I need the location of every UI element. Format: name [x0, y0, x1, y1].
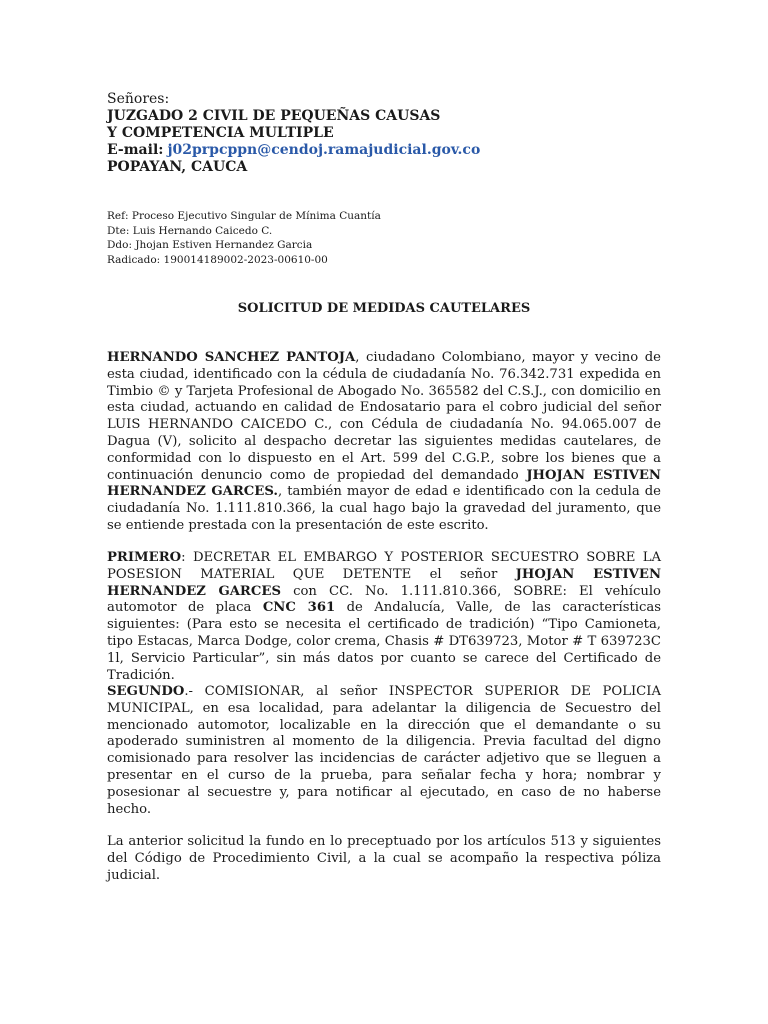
segundo-label: SEGUNDO — [107, 684, 185, 699]
primero-text-1: : DECRETAR EL EMBARGO Y POSTERIOR SECUESTRO SOBRE LA POSESION MATERIAL QUE DETENTE el señor — [107, 550, 661, 582]
court-name-line-2: Y COMPETENCIA MULTIPLE — [107, 125, 334, 141]
ref-line: Ref: Proceso Ejecutivo Singular de Mínima Cuantía — [107, 210, 381, 222]
intro-text-1: , ciudadano Colombiano, mayor y vecino de esta ciudad, identificado con la cédula de ciudadanía No. 76.342.731 expedida en Timbio © y Tarjeta Profesional de Abogado No. 365582 del C.S.J., con domicilio en esta ciudad, actuando en calidad de Endosatario para el cobro judicial del señor LUIS HERNANDO CAICEDO C., con Cédula de ciudadanía No. 94.065.007 de Dagua (V), solicito al despacho decretar las siguientes medidas cautelares, de conformidad con lo dispuesto en el Art. 599 del C.G.P., sobre los bienes que a continuación denuncio como de propiedad del demandado — [107, 350, 661, 483]
email-link[interactable]: j02prpcppn@cendoj.ramajudicial.gov.co — [167, 142, 481, 158]
primero-defendant: JHOJAN ESTIVEN HERNANDEZ GARCES — [107, 566, 661, 599]
defendant-line: Ddo: Jhojan Estiven Hernandez Garcia — [107, 239, 313, 251]
defendant-name: JHOJAN ESTIVEN HERNANDEZ GARCES. — [107, 467, 661, 500]
city-line: POPAYAN, CAUCA — [107, 159, 248, 175]
vehicle-plate: CNC 361 — [262, 600, 336, 616]
paragraph-segundo — [107, 684, 661, 818]
segundo-text: .- COMISIONAR, al señor INSPECTOR SUPERIOR DE POLICIA MUNICIPAL, en esa localidad, para adelantar la diligencia de Secuestro del mencionado automotor, localizable en la dirección que el demandante o su apoderado suministren al momento de la diligencia. Previa facultad del digno comisionado para resolver las incidencias de carácter adjetivo que se lleguen a presentar en el curso de la prueba, para señalar fecha y hora; nombrar y posesionar al secuestre y, para notificar al ejecutado, en caso de no haberse hecho. — [107, 684, 661, 817]
plaintiff-line: Dte: Luis Hernando Caicedo C. — [107, 224, 273, 237]
paragraph-intro — [107, 350, 661, 535]
primero-text-3: de Andalucía, Valle, de las características siguientes: (Para esto se necesita el certificado de tradición) “Tipo Camioneta, tipo Estacas, Marca Dodge, color crema, Chasis # DT639723, Motor # T 639723C 1l, Servicio Particular”, sin más datos por cuanto se carece del Certificado de Tradición. — [107, 600, 661, 683]
addressee-block — [107, 91, 480, 176]
salutation: Señores: — [107, 91, 170, 107]
document-title: SOLICITUD DE MEDIDAS CAUTELARES — [237, 301, 531, 316]
reference-block — [107, 209, 381, 267]
primero-text-2: con CC. No. 1.111.810.366, SOBRE: El vehículo automotor de placa — [107, 583, 661, 616]
intro-text-2: , también mayor de edad e identificado con la cedula de ciudadanía No. 1.111.810.366, la cual hago bajo la gravedad del juramento, que se entiende prestada con la presentación de este escrito. — [107, 484, 661, 533]
email-label: E-mail: — [107, 142, 164, 158]
closing-text: La anterior solicitud la fundo en lo preceptuado por los artículos 513 y siguientes del Código de Procedimiento Civil, a la cual se acompaño la respectiva póliza judicial. — [107, 834, 661, 883]
email-line — [107, 142, 480, 159]
court-name-line-1: JUZGADO 2 CIVIL DE PEQUEÑAS CAUSAS — [107, 108, 441, 124]
primero-label: PRIMERO — [107, 550, 182, 565]
paragraph-closing — [107, 834, 661, 884]
paragraph-primero — [107, 550, 661, 684]
petitioner-name: HERNANDO SANCHEZ PANTOJA — [107, 350, 356, 365]
case-number-line: Radicado: 190014189002-2023-00610-00 — [107, 253, 328, 266]
